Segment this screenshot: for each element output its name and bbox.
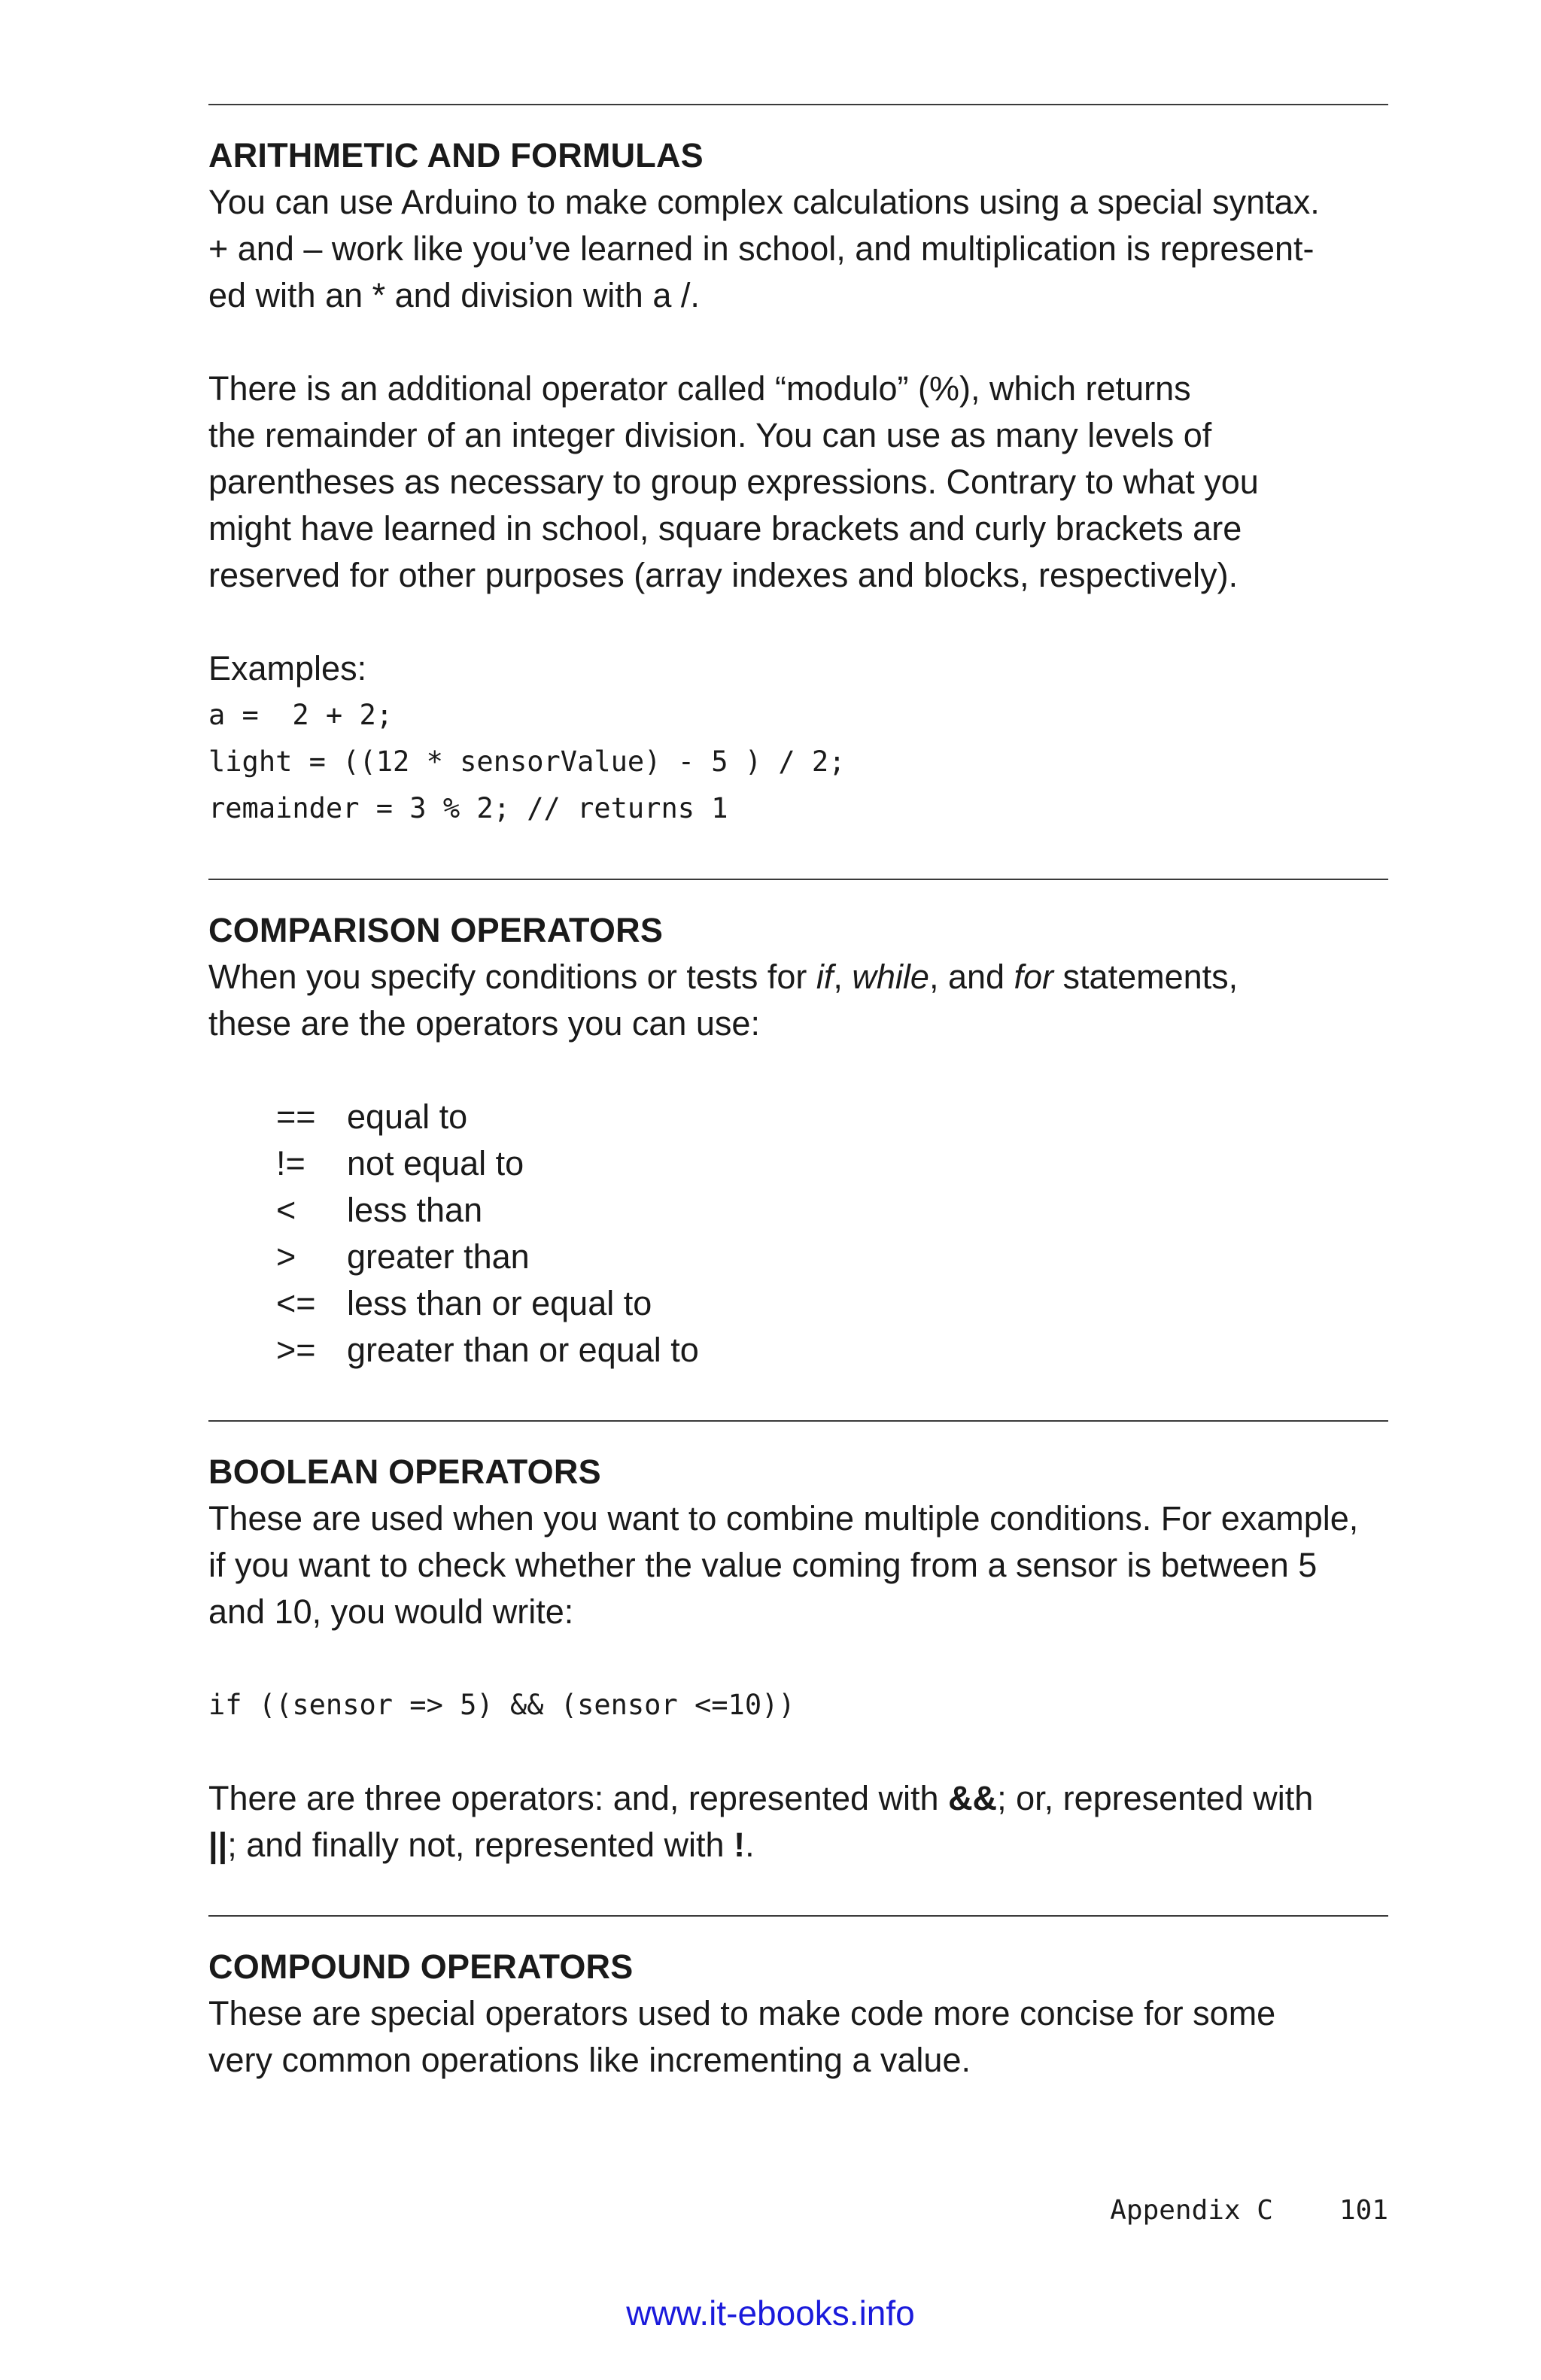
section-title: BOOLEAN OPERATORS [208,1453,601,1491]
text-line: These are used when you want to combine multiple conditions. For example, [208,1499,1359,1538]
operator-row [276,1327,1388,1374]
operator-row [276,1187,1388,1234]
page-footer [1110,2187,1388,2234]
footer-label: Appendix C [1110,2195,1273,2226]
operator-and: && [948,1779,998,1817]
text-run: , and [929,958,1014,996]
operator-description: less than [347,1191,483,1229]
paragraph [208,1990,1388,2084]
code-line: a = 2 + 2; [208,699,394,731]
text-run: There are three operators: and, represented with [208,1779,949,1817]
paragraph [208,1495,1388,1635]
operator-description: greater than [347,1237,530,1276]
section-title: COMPOUND OPERATORS [208,1947,634,1986]
text-line: + and – work like you’ve learned in school, and multiplication is represent- [208,229,1315,268]
text-line: very common operations like incrementing a value. [208,2041,971,2079]
text-line: There is an additional operator called “modulo” (%), which returns [208,369,1191,408]
operator-symbol: <= [276,1284,316,1322]
section-divider [208,104,1388,105]
code-line: remainder = 3 % 2; // returns 1 [208,792,728,824]
paragraph [208,366,1388,599]
operator-symbol: == [276,1097,316,1136]
page-content [208,104,1388,2084]
code-line: if ((sensor => 5) && (sensor <=10)) [208,1689,795,1721]
text-run: When you specify conditions or tests for [208,958,816,996]
section-divider [208,879,1388,880]
section-divider [208,1915,1388,1917]
operator-description: greater than or equal to [347,1331,699,1369]
text-run: . [745,1826,755,1864]
operator-description: not equal to [347,1144,524,1182]
text-line: These are special operators used to make code more concise for some [208,1994,1276,2032]
text-line: might have learned in school, square brackets and curly brackets are [208,509,1242,548]
operator-symbol: < [276,1191,296,1229]
keyword-for: for [1014,958,1054,996]
section-comparison [208,907,1388,1374]
text-line: You can use Arduino to make complex calculations using a special syntax. [208,183,1320,221]
paragraph [208,954,1388,1047]
section-arithmetic [208,132,1388,832]
operator-list [276,1094,1388,1374]
text-line: these are the operators you can use: [208,1004,760,1043]
text-run: ; and finally not, represented with [227,1826,734,1864]
examples-label: Examples: [208,649,367,688]
text-line: and 10, you would write: [208,1592,574,1631]
paragraph [208,1775,1388,1868]
section-title: COMPARISON OPERATORS [208,911,664,949]
text-run: statements, [1053,958,1239,996]
text-line: parentheses as necessary to group expressions. Contrary to what you [208,463,1259,501]
operator-row [276,1280,1388,1327]
section-compound [208,1944,1388,2084]
code-line: light = ((12 * sensorValue) - 5 ) / 2; [208,745,846,778]
operator-symbol: != [276,1144,305,1182]
operator-or: || [208,1826,228,1864]
operator-not: ! [734,1826,746,1864]
operator-row [276,1094,1388,1140]
keyword-while: while [852,958,929,996]
text-line: if you want to check whether the value coming from a sensor is between 5 [208,1546,1318,1584]
watermark-link[interactable]: www.it-ebooks.info [626,2293,915,2333]
operator-row [276,1234,1388,1280]
page-number: 101 [1339,2195,1388,2226]
operator-symbol: > [276,1237,296,1276]
section-divider [208,1420,1388,1422]
text-line: reserved for other purposes (array indexes and blocks, respectively). [208,556,1239,594]
operator-symbol: >= [276,1331,316,1369]
text-run: ; or, represented with [997,1779,1314,1817]
keyword-if: if [816,958,834,996]
paragraph [208,179,1388,319]
operator-description: equal to [347,1097,468,1136]
operator-description: less than or equal to [347,1284,652,1322]
text-run: , [833,958,853,996]
text-line: the remainder of an integer division. You can use as many levels of [208,416,1212,454]
operator-row [276,1140,1388,1187]
section-boolean [208,1449,1388,1868]
section-title: ARITHMETIC AND FORMULAS [208,136,704,175]
text-line: ed with an * and division with a /. [208,276,700,314]
